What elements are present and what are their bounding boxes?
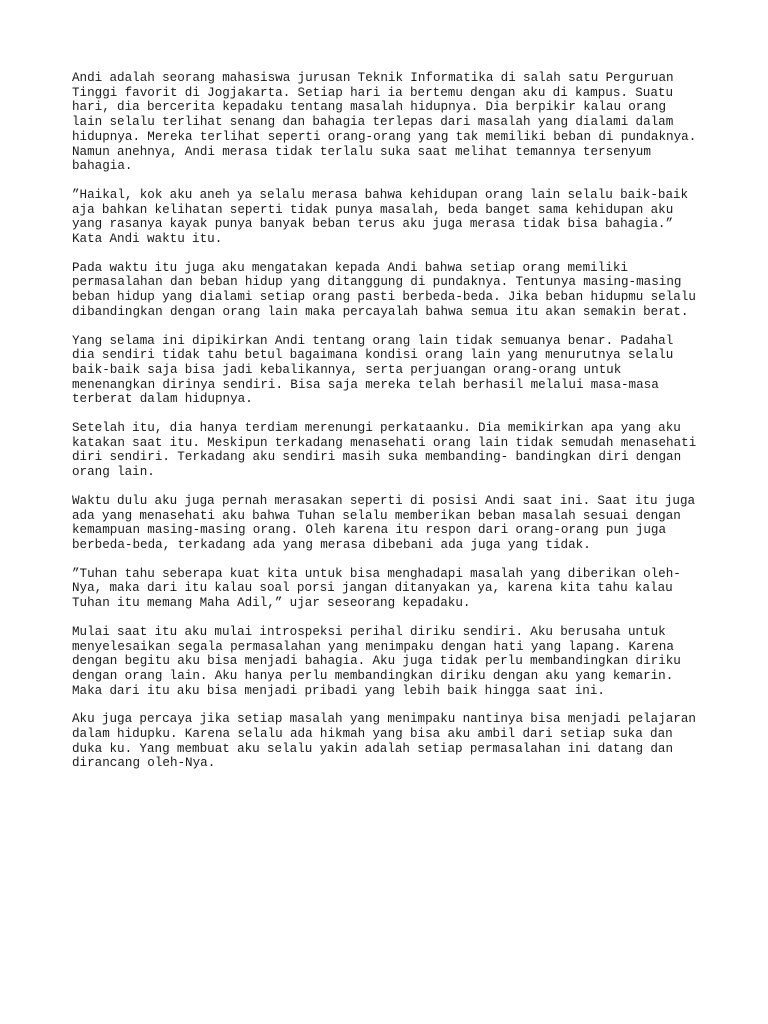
paragraph-1: Andi adalah seorang mahasiswa jurusan Teknik Informatika di salah satu Perguruan Tinggi favorit di Jogjakarta. Setiap hari ia bertemu dengan aku di kampus. Suatu hari, dia bercerita kepadaku tentang masalah hidupnya. Dia berpikir kalau orang lain selalu terlihat senang dan bahagia terlepas dari masalah yang dialami dalam hidupnya. Mereka terlihat seperti orang-orang yang tak memiliki beban di pundaknya. Namun anehnya, Andi merasa tidak terlalu suka saat melihat temannya tersenyum bahagia. [72,71,697,174]
paragraph-6: Waktu dulu aku juga pernah merasakan seperti di posisi Andi saat ini. Saat itu juga ada yang menasehati aku bahwa Tuhan selalu memberikan beban masalah sesuai dengan kemampuan masing-masing orang. Oleh karena itu respon dari orang-orang pun juga berbeda-beda, terkadang ada yang merasa dibebani ada juga yang tidak. [72,493,696,552]
document-body [72,71,712,785]
paragraph-5: Setelah itu, dia hanya terdiam merenungi perkataanku. Dia memikirkan apa yang aku katakan saat itu. Meskipun terkadang menasehati orang lain tidak semudah menasehati diri sendiri. Terkadang aku sendiri masih suka membanding- bandingkan diri dengan orang lain. [72,421,697,480]
paragraph-4: Yang selama ini dipikirkan Andi tentang orang lain tidak semuanya benar. Padahal dia sendiri tidak tahu betul bagaimana kondisi orang lain yang menurutnya selalu baik-baik saja bisa jadi kebalikannya, serta perjuangan orang-orang untuk menenangkan dirinya sendiri. Bisa saja mereka telah berhasil melalui masa-masa terberat dalam hidupnya. [72,333,674,407]
paragraph-2: ”Haikal, kok aku aneh ya selalu merasa bahwa kehidupan orang lain selalu baik-baik aja bahkan kelihatan seperti tidak punya masalah, beda banget sama kehidupan aku yang rasanya kayak punya banyak beban terus aku juga merasa tidak bisa bahagia.” Kata Andi waktu itu. [72,187,689,247]
paragraph-7: ”Tuhan tahu seberapa kuat kita untuk bisa menghadapi masalah yang diberikan oleh- Nya, maka dari itu kalau soal porsi jangan ditanyakan ya, karena kita tahu kalau Tuhan itu memang Maha Adil,” ujar seseorang kepadaku. [72,566,681,611]
paragraph-8: Mulai saat itu aku mulai introspeksi perihal diriku sendiri. Aku berusaha untuk menyelesaikan segala permasalahan yang menimpaku dengan hati yang lapang. Karena dengan begitu aku bisa menjadi bahagia. Aku juga tidak perlu membandingkan diriku dengan orang lain. Aku hanya perlu membandingkan diriku dengan aku yang kemarin. Maka dari itu aku bisa menjadi pribadi yang lebih baik hingga saat ini. [72,624,681,698]
paragraph-3: Pada waktu itu juga aku mengatakan kepada Andi bahwa setiap orang memiliki permasalahan dan beban hidup yang ditanggung di pundaknya. Tentunya masing-masing beban hidup yang dialami setiap orang pasti berbeda-beda. Jika beban hidupmu selalu dibandingkan dengan orang lain maka percayalah bahwa semua itu akan semakin berat. [72,260,696,319]
paragraph-9: Aku juga percaya jika setiap masalah yang menimpaku nantinya bisa menjadi pelajaran dalam hidupku. Karena selalu ada hikmah yang bisa aku ambil dari setiap suka dan duka ku. Yang membuat aku selalu yakin adalah setiap permasalahan ini datang dan dirancang oleh-Nya. [72,712,696,771]
